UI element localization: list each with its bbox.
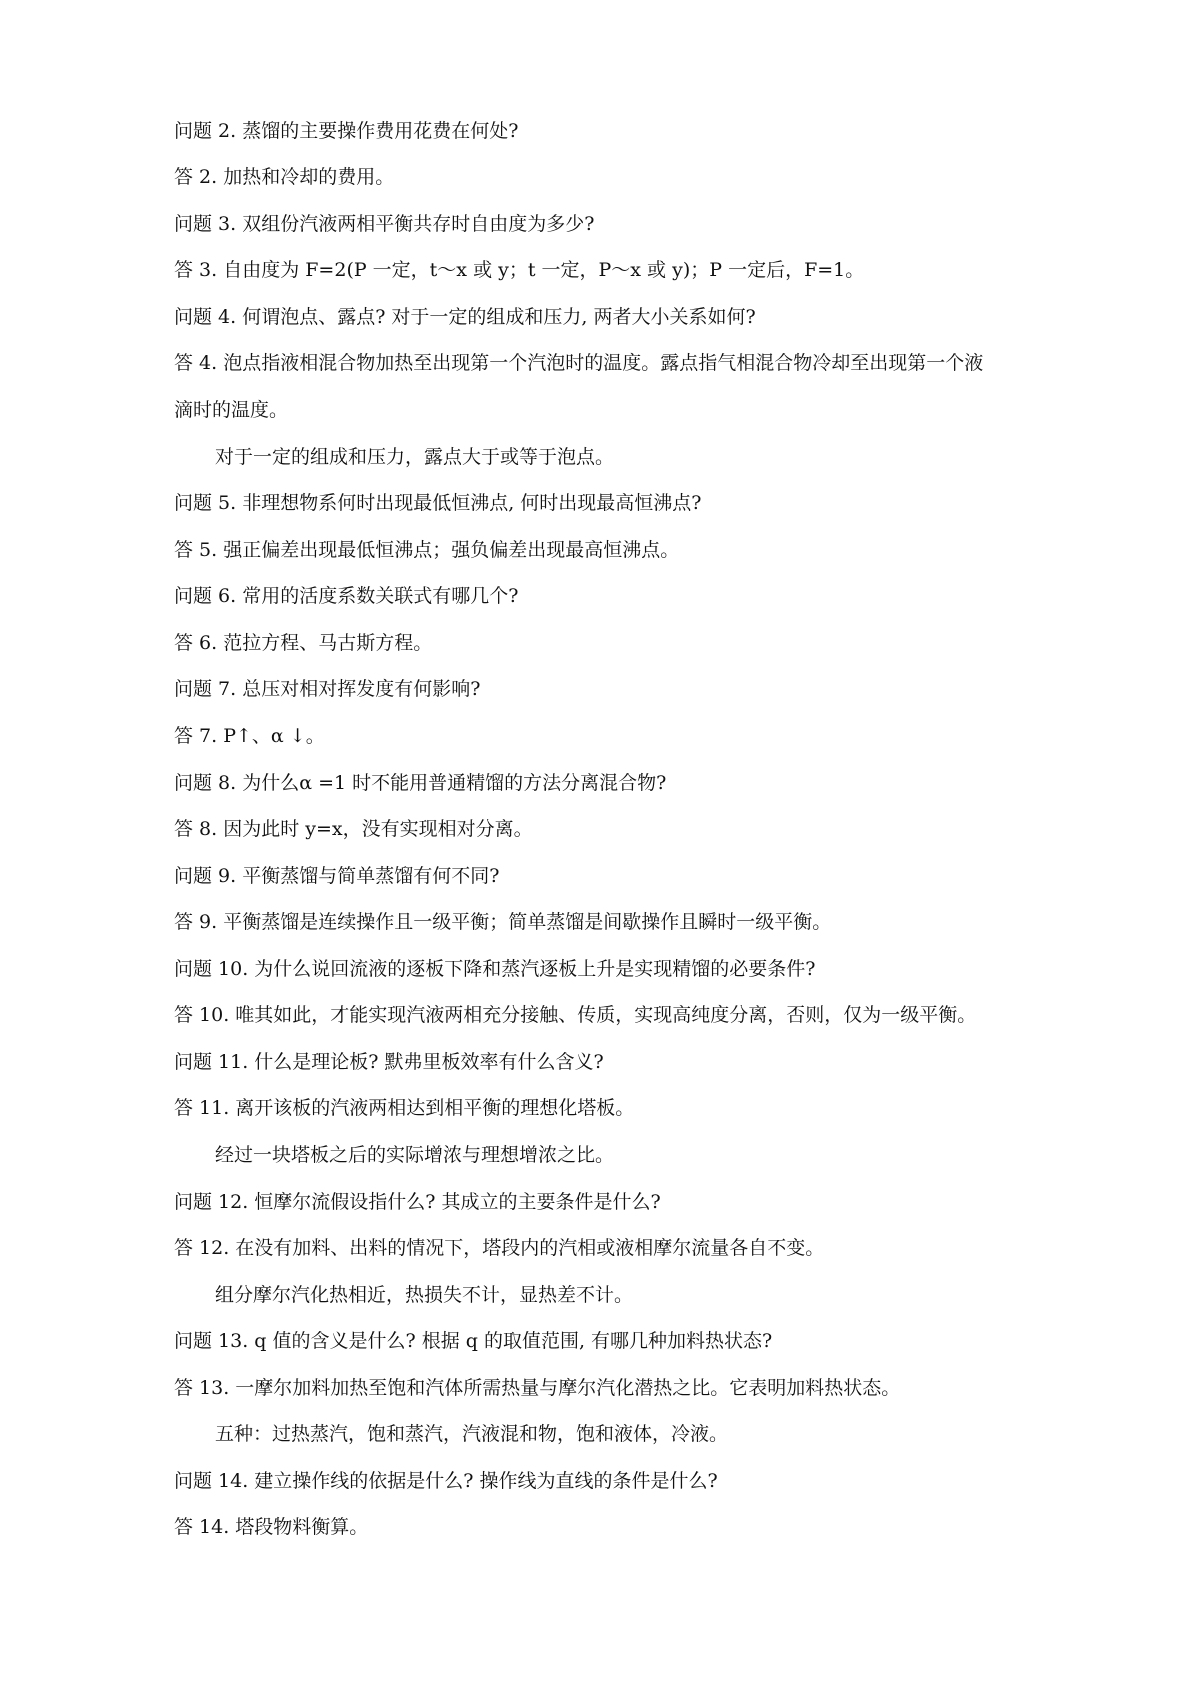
question-6: 问题 6. 常用的活度系数关联式有哪几个? [174,585,519,607]
answer-9: 答 9. 平衡蒸馏是连续操作且一级平衡；简单蒸馏是间歇操作且瞬时一级平衡。 [174,911,832,933]
answer-6: 答 6. 范拉方程、马古斯方程。 [174,632,433,654]
answer-14: 答 14. 塔段物料衡算。 [174,1516,369,1538]
answer-2: 答 2. 加热和冷却的费用。 [174,166,395,188]
question-5: 问题 5. 非理想物系何时出现最低恒沸点, 何时出现最高恒沸点? [174,492,702,514]
answer-11-line-2: 经过一块塔板之后的实际增浓与理想增浓之比。 [215,1144,615,1166]
answer-3: 答 3. 自由度为 F=2(P 一定，t～x 或 y；t 一定，P～x 或 y)；P 一定后，F=1。 [174,259,865,281]
answer-13-line-1: 答 13. 一摩尔加料加热至饱和汽体所需热量与摩尔汽化潜热之比。它表明加料热状态。 [174,1377,901,1399]
answer-4-line-1: 答 4. 泡点指液相混合物加热至出现第一个汽泡时的温度。露点指气相混合物冷却至出现第一个液 [174,352,984,374]
answer-11-line-1: 答 11. 离开该板的汽液两相达到相平衡的理想化塔板。 [174,1097,635,1119]
answer-5: 答 5. 强正偏差出现最低恒沸点；强负偏差出现最高恒沸点。 [174,539,680,561]
answer-4-line-3: 对于一定的组成和压力，露点大于或等于泡点。 [215,446,615,468]
answer-10: 答 10. 唯其如此，才能实现汽液两相充分接触、传质，实现高纯度分离，否则，仅为一级平衡。 [174,1004,977,1026]
question-13: 问题 13. q 值的含义是什么? 根据 q 的取值范围, 有哪几种加料热状态? [174,1330,773,1352]
answer-8: 答 8. 因为此时 y=x，没有实现相对分离。 [174,818,533,840]
question-11: 问题 11. 什么是理论板? 默弗里板效率有什么含义? [174,1051,604,1073]
question-7: 问题 7. 总压对相对挥发度有何影响? [174,678,481,700]
answer-13-line-2: 五种：过热蒸汽，饱和蒸汽，汽液混和物，饱和液体，冷液。 [215,1423,729,1445]
answer-12-line-2: 组分摩尔汽化热相近，热损失不计，显热差不计。 [215,1284,634,1306]
question-3: 问题 3. 双组份汽液两相平衡共存时自由度为多少? [174,213,595,235]
question-10: 问题 10. 为什么说回流液的逐板下降和蒸汽逐板上升是实现精馏的必要条件? [174,958,816,980]
answer-4-line-2: 滴时的温度。 [174,399,289,421]
answer-12-line-1: 答 12. 在没有加料、出料的情况下，塔段内的汽相或液相摩尔流量各自不变。 [174,1237,825,1259]
answer-7: 答 7. P↑、α ↓。 [174,725,325,747]
question-14: 问题 14. 建立操作线的依据是什么? 操作线为直线的条件是什么? [174,1470,718,1492]
question-8: 问题 8. 为什么α =1 时不能用普通精馏的方法分离混合物? [174,772,667,794]
question-9: 问题 9. 平衡蒸馏与简单蒸馏有何不同? [174,865,500,887]
question-2: 问题 2. 蒸馏的主要操作费用花费在何处? [174,120,519,142]
question-12: 问题 12. 恒摩尔流假设指什么? 其成立的主要条件是什么? [174,1191,661,1213]
question-4: 问题 4. 何谓泡点、露点? 对于一定的组成和压力, 两者大小关系如何? [174,306,756,328]
